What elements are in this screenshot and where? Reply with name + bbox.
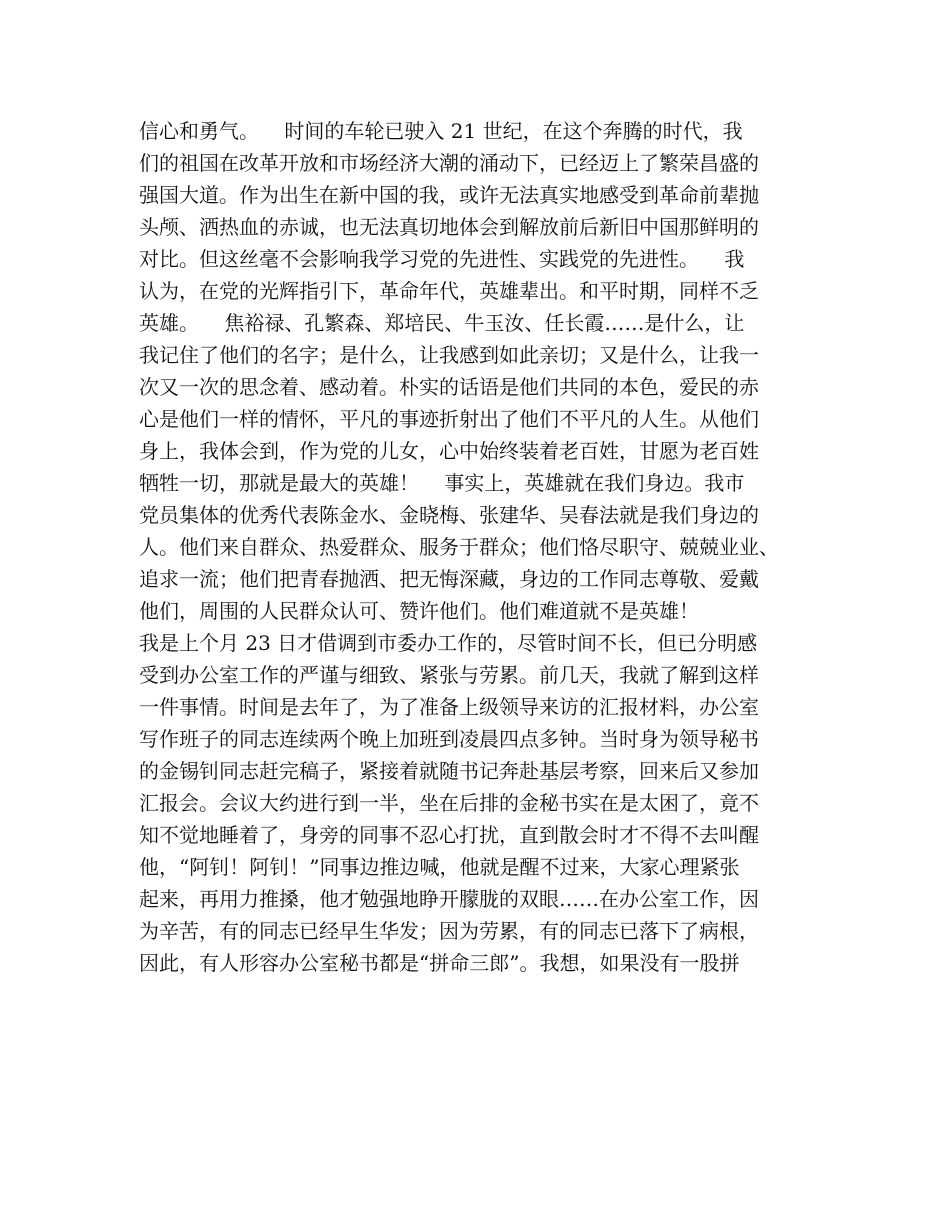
text-line: 我是上个月 23 日才借调到市委办工作的，尽管时间不长，但已分明感 — [139, 631, 758, 655]
text-line: 信心和勇气。 时间的车轮已驶入 21 世纪，在这个奔腾的时代，我 — [139, 119, 743, 143]
text-line: 为辛苦，有的同志已经早生华发；因为劳累，有的同志已落下了病根， — [139, 919, 759, 943]
text-line: 牺牲一切，那就是最大的英雄！ 事实上，英雄就在我们身边。我市 — [139, 471, 745, 495]
text-line: 他，“阿钊！阿钊！”同事边推边喊，他就是醒不过来，大家心理紧张 — [139, 855, 740, 879]
text-line: 强国大道。作为出生在新中国的我，或许无法真实地感受到革命前辈抛 — [139, 183, 759, 207]
body-text — [139, 115, 819, 979]
text-line: 因此，有人形容办公室秘书都是“拼命三郎”。我想，如果没有一股拼 — [139, 951, 740, 975]
text-line: 们的祖国在改革开放和市场经济大潮的涌动下，已经迈上了繁荣昌盛的 — [139, 151, 759, 175]
text-line: 认为，在党的光辉指引下，革命年代，英雄辈出。和平时期，同样不乏 — [139, 279, 759, 303]
text-line: 我记住了他们的名字；是什么，让我感到如此亲切；又是什么，让我一 — [139, 343, 759, 367]
text-line: 人。他们来自群众、热爱群众、服务于群众；他们恪尽职守、兢兢业业、 — [139, 535, 779, 559]
text-line: 心是他们一样的情怀，平凡的事迹折射出了他们不平凡的人生。从他们 — [139, 407, 759, 431]
text-line: 他们，周围的人民群众认可、赞许他们。他们难道就不是英雄！ — [139, 599, 699, 623]
text-line: 的金锡钊同志赶完稿子，紧接着就随书记奔赴基层考察，回来后又参加 — [139, 759, 759, 783]
text-line: 写作班子的同志连续两个晚上加班到凌晨四点多钟。当时身为领导秘书 — [139, 727, 759, 751]
text-line: 起来，再用力推搡，他才勉强地睁开朦胧的双眼……在办公室工作，因 — [139, 887, 759, 911]
text-line: 英雄。 焦裕禄、孔繁森、郑培民、牛玉汝、任长霞……是什么，让 — [139, 311, 745, 335]
text-line: 知不觉地睡着了，身旁的同事不忍心打扰，直到散会时才不得不去叫醒 — [139, 823, 759, 847]
text-line: 追求一流；他们把青春抛洒、把无悔深藏，身边的工作同志尊敬、爱戴 — [139, 567, 759, 591]
text-line: 对比。但这丝毫不会影响我学习党的先进性、实践党的先进性。 我 — [139, 247, 745, 271]
text-line: 次又一次的思念着、感动着。朴实的话语是他们共同的本色，爱民的赤 — [139, 375, 759, 399]
text-line: 头颅、洒热血的赤诚，也无法真切地体会到解放前后新旧中国那鲜明的 — [139, 215, 759, 239]
text-line: 汇报会。会议大约进行到一半，坐在后排的金秘书实在是太困了，竟不 — [139, 791, 759, 815]
text-line: 受到办公室工作的严谨与细致、紧张与劳累。前几天，我就了解到这样 — [139, 663, 759, 687]
text-line: 一件事情。时间是去年了，为了准备上级领导来访的汇报材料，办公室 — [139, 695, 759, 719]
text-line: 党员集体的优秀代表陈金水、金晓梅、张建华、吴春法就是我们身边的 — [139, 503, 759, 527]
text-line: 身上，我体会到，作为党的儿女，心中始终装着老百姓，甘愿为老百姓 — [139, 439, 759, 463]
